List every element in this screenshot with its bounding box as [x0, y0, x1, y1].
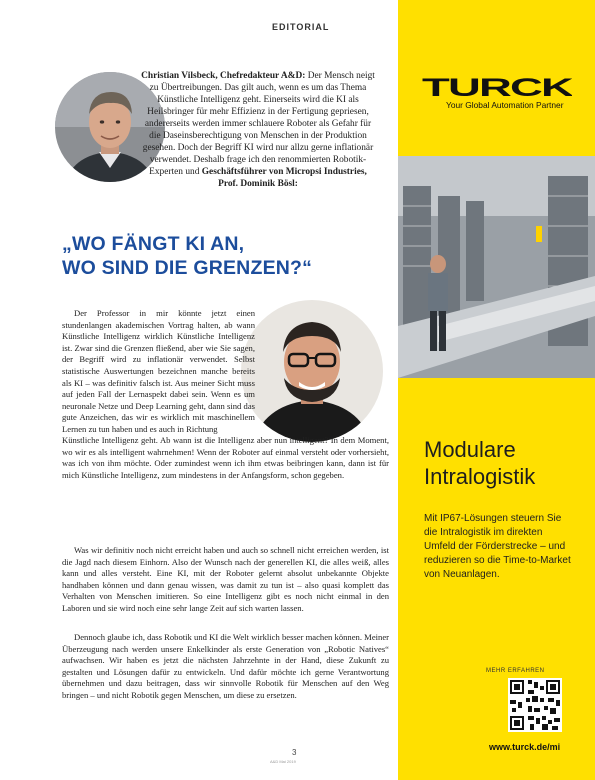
intro-text — [140, 70, 376, 190]
turck-logo — [422, 76, 572, 98]
ad-body: Mit IP67-Lösungen steuern Sie die Intralogistik im direkten Umfeld der Förderstrecke – und reduzieren so die Time-to-Market von Neuanlagen. — [424, 513, 571, 580]
turck-logo-text: TURCK — [422, 76, 572, 98]
body-paragraph-3: Dennoch glaube ich, dass Robotik und KI die Welt wirklich besser machen können. Meiner Überzeugung nach werden unsere Enkelkinder als erste Generation von „Robotic Natives“ aufwachsen. Wir haben es jetzt die nächsten Jahrzehnte in der Hand, diese Zukunft zu gestalten und Lösungen dafür zu entwickeln. Und dafür möchte ich gerne Verantwortung übernehmen und dazu beitragen, dass wir sinnvolle Robotik für Menschen auf den Weg bringen – und nicht Robotik gegen Menschen, um diese zu ersetzen. — [62, 632, 389, 700]
ad-url-link[interactable]: www.turck.de/mi — [489, 742, 561, 752]
interviewee-portrait — [241, 300, 383, 442]
section-label: EDITORIAL — [272, 22, 330, 32]
page-number: 3 — [292, 748, 297, 757]
interviewee-name: Prof. Dominik Bösl: — [218, 179, 298, 189]
headline — [62, 232, 312, 280]
advertisement[interactable] — [398, 0, 595, 780]
brand-tagline: Your Global Automation Partner — [446, 100, 564, 110]
body-paragraph-2: Was wir definitiv noch nicht erreicht haben und auch so schnell nicht erreichen werden, ist die Jagd nach diesem Einhorn. Also der Wunsch nach der generellen KI, die alles weiß, alles kann und alles versteht. Eine KI, mit der Roboter gelernt absolut unbekannte Objekte handhaben können und dann genau wissen, was damit zu tun ist – also quasi komplett das Verhalten von Menschen imitieren. So eine Intelligenz gibt es noch nicht einmal in den Laboren und sie wird noch eine sehr lange Zeit auf sich warten lassen. — [62, 545, 389, 613]
body-paragraph-1-full: Künstliche Intelligenz geht. Ab wann ist die Intelligenz aber nun intelligent? In dem Moment, wo wir es als intelligent wahrnehmen! Wenn der Roboter auf einmal versteht oder vorhersieht, was ich von ihm möchte. Oder zumindest wenn ich ihm etwas beibringen kann, dann ist für mich Künstliche Intelligenz, zum mindestens in der Anfangsform, schon gegeben. — [62, 435, 389, 480]
ad-title-line-1: Modulare — [424, 437, 516, 462]
warehouse-photo — [398, 156, 595, 378]
qr-code-icon[interactable] — [508, 678, 562, 732]
intro-author: Christian Vilsbeck, Chefredakteur A&D: — [141, 71, 306, 81]
page-footnote: A&D Mai 2019 — [270, 759, 296, 764]
body-paragraph-1-wrap: Der Professor in mir könnte jetzt einen stundenlangen akademischen Vortrag halten, ab wann Künstliche Intelligenz wirklich Künstliche Intelligenz ist. Zwar sind die Grenzen fließend, aber wie Sie sagen, der Begriff wird zu inflationär verwendet. Selbst statistische Auswertungen bezeichnen manche bereits als KI – was definitiv falsch ist. Aus meiner Sicht muss auf jeden Fall der Lernaspekt dabei sein. Wenn es um neuronale Netze und Deep Learning geht, dann sind das gute Anzeichen, das wir es wirklich mit maschinellem Lernen zu tun haben und es auch in Richtung — [62, 308, 255, 434]
headline-line-1: „WO FÄNGT KI AN, — [62, 233, 245, 255]
ad-cta-label: MEHR ERFAHREN — [486, 668, 545, 674]
ad-title-line-2: Intralogistik — [424, 464, 536, 489]
ad-title — [424, 436, 535, 490]
intro-body: Der Mensch neigt zu Übertreibungen. Das gilt auch, wenn es um das Thema Künstliche Intelligenz geht. Einerseits wird die KI als Heilsbringer für mehr Effizienz in der Fertigung gepriesen, andererseits werden immer schlauere Roboter als Gefahr für die Daseinsberechtigung von Menschen in der Produktion gesehen. Doch der Begriff KI wird nur allzu gerne inflationär verwendet. Deshalb frage ich den renommierten Robotik-Experten und — [142, 71, 375, 177]
headline-line-2: WO SIND DIE GRENZEN?“ — [62, 257, 313, 279]
interviewee-role: Geschäftsführer von Micropsi Industries, — [201, 167, 367, 177]
